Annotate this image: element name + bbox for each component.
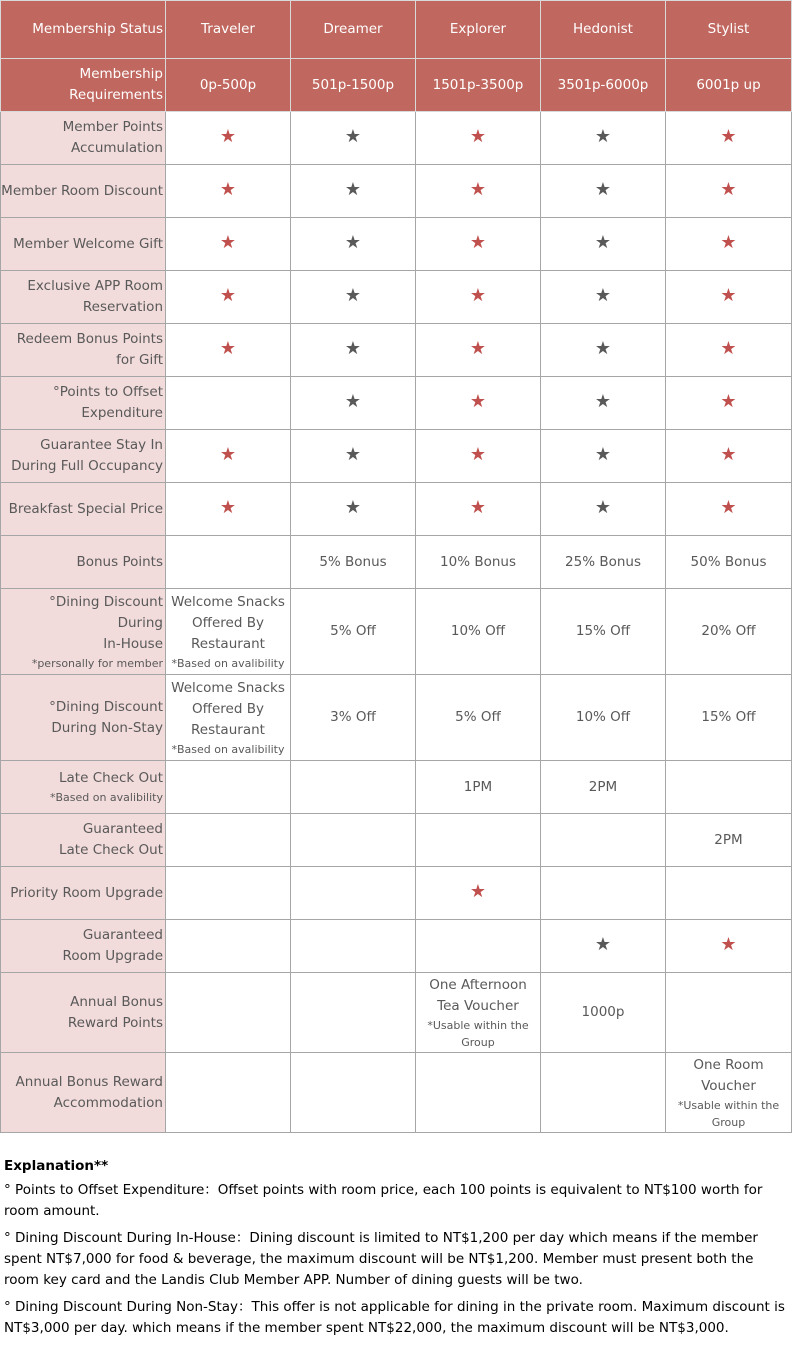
benefit-row-dining-nonstay bbox=[1, 675, 792, 761]
benefit-row-guarantee-stay bbox=[1, 430, 792, 483]
empty-cell bbox=[166, 761, 291, 814]
empty-cell bbox=[166, 867, 291, 920]
star-icon: ★ bbox=[469, 337, 487, 359]
requirement-dreamer: 501p-1500p bbox=[291, 59, 416, 112]
star-icon: ★ bbox=[219, 231, 237, 253]
empty-cell bbox=[541, 867, 666, 920]
tier-dreamer: Dreamer bbox=[291, 1, 416, 59]
tier-traveler: Traveler bbox=[166, 1, 291, 59]
benefit-row-offset-expenditure bbox=[1, 377, 792, 430]
star-icon: ★ bbox=[720, 337, 737, 359]
benefit-label: °Dining Discount During In-House *personally for member bbox=[1, 589, 166, 675]
star-icon: ★ bbox=[344, 125, 362, 147]
welcome-snacks-cell: Welcome Snacks Offered By Restaurant *Based on avalibility bbox=[166, 589, 291, 675]
status-row bbox=[1, 1, 792, 59]
star-icon: ★ bbox=[469, 496, 487, 518]
benefit-label: Member Room Discount bbox=[1, 165, 166, 218]
empty-cell bbox=[166, 1053, 291, 1133]
requirement-hedonist: 3501p-6000p bbox=[541, 59, 666, 112]
benefit-row-points-accumulation bbox=[1, 112, 792, 165]
benefit-row-room-discount bbox=[1, 165, 792, 218]
value-cell: 2PM bbox=[666, 814, 792, 867]
empty-cell bbox=[541, 814, 666, 867]
star-icon: ★ bbox=[594, 125, 612, 147]
star-icon: ★ bbox=[219, 178, 237, 200]
star-icon: ★ bbox=[219, 284, 237, 306]
benefit-row-redeem-points bbox=[1, 324, 792, 377]
star-icon: ★ bbox=[469, 880, 487, 902]
benefit-label: Exclusive APP Room Reservation bbox=[1, 271, 166, 324]
benefit-label: Member Welcome Gift bbox=[1, 218, 166, 271]
star-icon: ★ bbox=[469, 231, 487, 253]
benefit-label: Breakfast Special Price bbox=[1, 483, 166, 536]
benefit-label: Guaranteed Late Check Out bbox=[1, 814, 166, 867]
empty-cell bbox=[416, 920, 541, 973]
benefit-label: Late Check Out *Based on avalibility bbox=[1, 761, 166, 814]
empty-cell bbox=[416, 814, 541, 867]
benefit-row-app-reservation bbox=[1, 271, 792, 324]
benefit-label: Redeem Bonus Points for Gift bbox=[1, 324, 166, 377]
empty-cell bbox=[666, 973, 792, 1053]
benefit-row-dining-inhouse bbox=[1, 589, 792, 675]
star-icon: ★ bbox=[720, 125, 737, 147]
empty-cell bbox=[666, 867, 792, 920]
benefit-row-annual-reward-points bbox=[1, 973, 792, 1053]
value-cell: 5% Off bbox=[416, 675, 541, 761]
benefit-row-breakfast-price bbox=[1, 483, 792, 536]
star-icon: ★ bbox=[594, 337, 612, 359]
requirement-explorer: 1501p-3500p bbox=[416, 59, 541, 112]
benefit-label: Annual Bonus Reward Points bbox=[1, 973, 166, 1053]
star-icon: ★ bbox=[344, 337, 362, 359]
star-icon: ★ bbox=[344, 284, 362, 306]
star-icon: ★ bbox=[219, 125, 237, 147]
benefit-row-priority-upgrade bbox=[1, 867, 792, 920]
star-icon: ★ bbox=[720, 231, 737, 253]
value-cell: 1PM bbox=[416, 761, 541, 814]
star-icon: ★ bbox=[720, 390, 737, 412]
star-icon: ★ bbox=[219, 337, 237, 359]
star-icon: ★ bbox=[469, 178, 487, 200]
benefit-label: Annual Bonus Reward Accommodation bbox=[1, 1053, 166, 1133]
welcome-snacks-cell: Welcome Snacks Offered By Restaurant *Based on avalibility bbox=[166, 675, 291, 761]
benefit-label: °Dining Discount During Non-Stay bbox=[1, 675, 166, 761]
star-icon: ★ bbox=[594, 178, 612, 200]
value-cell: 15% Off bbox=[541, 589, 666, 675]
tier-stylist: Stylist bbox=[666, 1, 792, 59]
empty-cell bbox=[166, 973, 291, 1053]
value-cell: 5% Off bbox=[291, 589, 416, 675]
empty-cell bbox=[291, 973, 416, 1053]
star-icon: ★ bbox=[344, 231, 362, 253]
benefit-label: °Points to Offset Expenditure bbox=[1, 377, 166, 430]
star-icon: ★ bbox=[469, 390, 487, 412]
star-icon: ★ bbox=[344, 390, 362, 412]
empty-cell bbox=[416, 1053, 541, 1133]
tea-voucher-cell: One Afternoon Tea Voucher *Usable within the Group bbox=[416, 973, 541, 1053]
room-voucher-cell: One Room Voucher *Usable within the Group bbox=[666, 1053, 792, 1133]
explanation-section bbox=[4, 1153, 788, 1345]
value-cell: 50% Bonus bbox=[666, 536, 792, 589]
benefit-row-annual-accommodation bbox=[1, 1053, 792, 1133]
star-icon: ★ bbox=[344, 443, 362, 465]
status-label: Membership Status bbox=[1, 1, 166, 59]
tier-explorer: Explorer bbox=[416, 1, 541, 59]
benefit-label: Member Points Accumulation bbox=[1, 112, 166, 165]
value-cell: 25% Bonus bbox=[541, 536, 666, 589]
star-icon: ★ bbox=[594, 231, 612, 253]
empty-cell bbox=[166, 377, 291, 430]
empty-cell bbox=[291, 867, 416, 920]
star-icon: ★ bbox=[720, 443, 737, 465]
value-cell: 10% Off bbox=[416, 589, 541, 675]
requirements-row bbox=[1, 59, 792, 112]
explanation-item: ° Dining Discount During Non-Stay：This offer is not applicable for dining in the private room. Maximum discount is NT$3,000 per day. which means if the member spent NT$22,000, the maximum discount will be NT$3,000. bbox=[4, 1299, 785, 1336]
star-icon: ★ bbox=[469, 284, 487, 306]
benefit-row-guaranteed-upgrade bbox=[1, 920, 792, 973]
value-cell: 3% Off bbox=[291, 675, 416, 761]
benefit-label: Guarantee Stay In During Full Occupancy bbox=[1, 430, 166, 483]
benefit-label: Priority Room Upgrade bbox=[1, 867, 166, 920]
star-icon: ★ bbox=[720, 284, 737, 306]
empty-cell bbox=[291, 920, 416, 973]
star-icon: ★ bbox=[219, 443, 237, 465]
empty-cell bbox=[291, 814, 416, 867]
value-cell: 10% Off bbox=[541, 675, 666, 761]
star-icon: ★ bbox=[469, 443, 487, 465]
explanation-item: ° Points to Offset Expenditure：Offset points with room price, each 100 points is equivalent to NT$100 worth for room amount. bbox=[4, 1182, 763, 1219]
benefit-row-guaranteed-late-checkout bbox=[1, 814, 792, 867]
empty-cell bbox=[291, 1053, 416, 1133]
benefit-label: Guaranteed Room Upgrade bbox=[1, 920, 166, 973]
star-icon: ★ bbox=[344, 496, 362, 518]
empty-cell bbox=[166, 814, 291, 867]
value-cell: 15% Off bbox=[666, 675, 792, 761]
empty-cell bbox=[166, 920, 291, 973]
tier-hedonist: Hedonist bbox=[541, 1, 666, 59]
star-icon: ★ bbox=[594, 496, 612, 518]
benefit-label: Bonus Points bbox=[1, 536, 166, 589]
star-icon: ★ bbox=[344, 178, 362, 200]
benefit-row-late-checkout bbox=[1, 761, 792, 814]
star-icon: ★ bbox=[469, 125, 487, 147]
benefit-row-bonus-points bbox=[1, 536, 792, 589]
value-cell: 10% Bonus bbox=[416, 536, 541, 589]
star-icon: ★ bbox=[594, 390, 612, 412]
benefit-row-welcome-gift bbox=[1, 218, 792, 271]
star-icon: ★ bbox=[594, 933, 612, 955]
empty-cell bbox=[166, 536, 291, 589]
star-icon: ★ bbox=[720, 178, 737, 200]
value-cell: 5% Bonus bbox=[291, 536, 416, 589]
value-cell: 20% Off bbox=[666, 589, 792, 675]
star-icon: ★ bbox=[219, 496, 237, 518]
value-cell: 2PM bbox=[541, 761, 666, 814]
explanation-title: Explanation** bbox=[4, 1158, 109, 1174]
requirement-traveler: 0p-500p bbox=[166, 59, 291, 112]
value-cell: 1000p bbox=[541, 973, 666, 1053]
star-icon: ★ bbox=[720, 933, 737, 955]
empty-cell bbox=[666, 761, 792, 814]
explanation-item: ° Dining Discount During In-House：Dining discount is limited to NT$1,200 per day which means if the member spent NT$7,000 for food & beverage, the maximum discount will be NT$1,200. Member must present both the room key card and the Landis Club Member APP. Number of dining guests will be two. bbox=[4, 1230, 758, 1288]
star-icon: ★ bbox=[720, 496, 737, 518]
star-icon: ★ bbox=[594, 284, 612, 306]
star-icon: ★ bbox=[594, 443, 612, 465]
requirements-label: Membership Requirements bbox=[1, 59, 166, 112]
empty-cell bbox=[541, 1053, 666, 1133]
empty-cell bbox=[291, 761, 416, 814]
requirement-stylist: 6001p up bbox=[666, 59, 792, 112]
